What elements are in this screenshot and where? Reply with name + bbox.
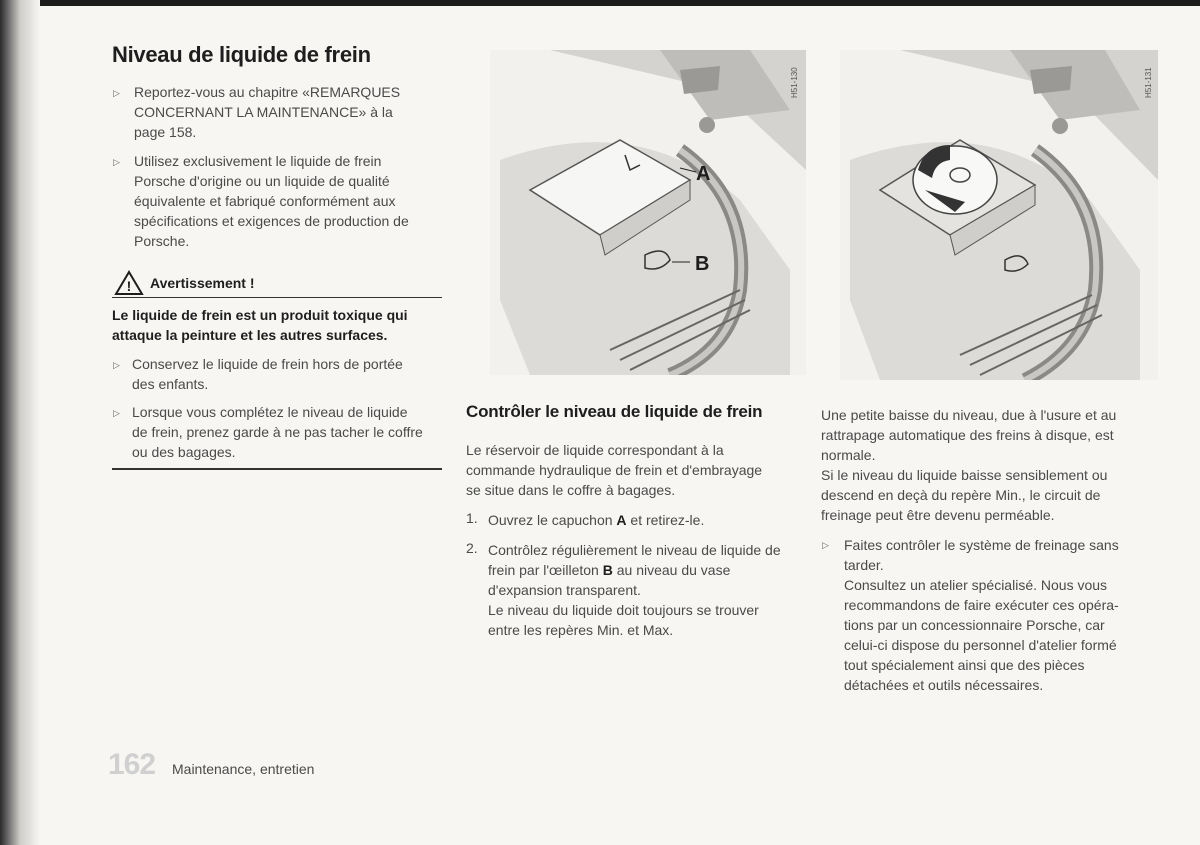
reservoir-closed-illustration — [490, 50, 806, 375]
warning-triangle-icon — [114, 270, 144, 296]
step-number: 1. — [466, 510, 478, 526]
warning-bullet-tacher: Lorsque vous complétez le niveau de liquide de frein, prenez garde à ne pas tacher le coffre ou des bagages. — [132, 404, 423, 460]
section-title: Niveau de liquide de frein — [112, 42, 371, 67]
callout-label-a: A — [696, 163, 711, 185]
triangle-bullet-icon: ▷ — [113, 157, 120, 167]
figure-code: H51-131 — [1144, 67, 1153, 98]
book-binding-shadow — [0, 0, 40, 845]
warning-bold-text: Le liquide de frein est un produit toxique qui attaque la peinture et les autres surfaces. — [112, 307, 408, 343]
triangle-bullet-icon: ▷ — [113, 88, 120, 98]
check-intro: Le réservoir de liquide correspondant à la commande hydraulique de frein et d'embrayage se situe dans le coffre à bagages. — [466, 442, 763, 498]
figure-reservoir-open — [840, 50, 1158, 380]
step-2-text: Contrôlez régulièrement le niveau de liquide de frein par l'œilleton B au niveau du vase d'expansion transparent. Le niveau du liquide doit toujours se trouver entre les repères Min. et Max. — [488, 542, 781, 638]
right-paragraph: Une petite baisse du niveau, due à l'usure et au rattrapage automatique des freins à disque, est normale. Si le niveau du liquide baisse sensiblement ou descend en deçà du repère Min., le circuit de freinage peut être devenu perméable. — [821, 407, 1117, 523]
warning-bullet-enfants: Conservez le liquide de frein hors de portée des enfants. — [132, 356, 403, 392]
page-number: 162 — [108, 748, 156, 781]
warning-header — [112, 270, 442, 298]
callout-label-b: B — [695, 253, 710, 275]
bullet-text-liquide-origine: Utilisez exclusivement le liquide de frein Porsche d'origine ou un liquide de qualité équivalente et fabriqué conformément aux spécifications et exigences de production de Porsche. — [134, 153, 409, 249]
triangle-bullet-icon: ▷ — [113, 408, 120, 418]
warning-title: Avertissement ! — [150, 275, 255, 291]
chapter-name: Maintenance, entretien — [172, 761, 315, 777]
check-title: Contrôler le niveau de liquide de frein — [466, 402, 763, 421]
page-top-edge — [0, 0, 1200, 6]
right-bullet-text: Faites contrôler le système de freinage sans tarder. Consultez un atelier spécialisé. Nous vous recommandons de faire exécuter ces opéra- tions par un concessionnaire Porsche, car celui-ci dispose du personnel d'atelier formé tout spécialement ainsi que des pièces détachées et outils nécessaires. — [844, 537, 1119, 693]
warning-end-rule — [112, 468, 442, 470]
step-number: 2. — [466, 540, 478, 556]
triangle-bullet-icon: ▷ — [113, 360, 120, 370]
warning-exclamation: ! — [126, 278, 132, 294]
bullet-text-remarques: Reportez-vous au chapitre «REMARQUES CONCERNANT LA MAINTENANCE» à la page 158. — [134, 84, 401, 140]
figure-code: H51-130 — [790, 67, 799, 98]
triangle-bullet-icon: ▷ — [822, 540, 829, 550]
step-1-text: Ouvrez le capuchon A et retirez-le. — [488, 512, 705, 528]
reservoir-open-illustration — [840, 50, 1158, 380]
figure-reservoir-closed — [490, 50, 806, 375]
